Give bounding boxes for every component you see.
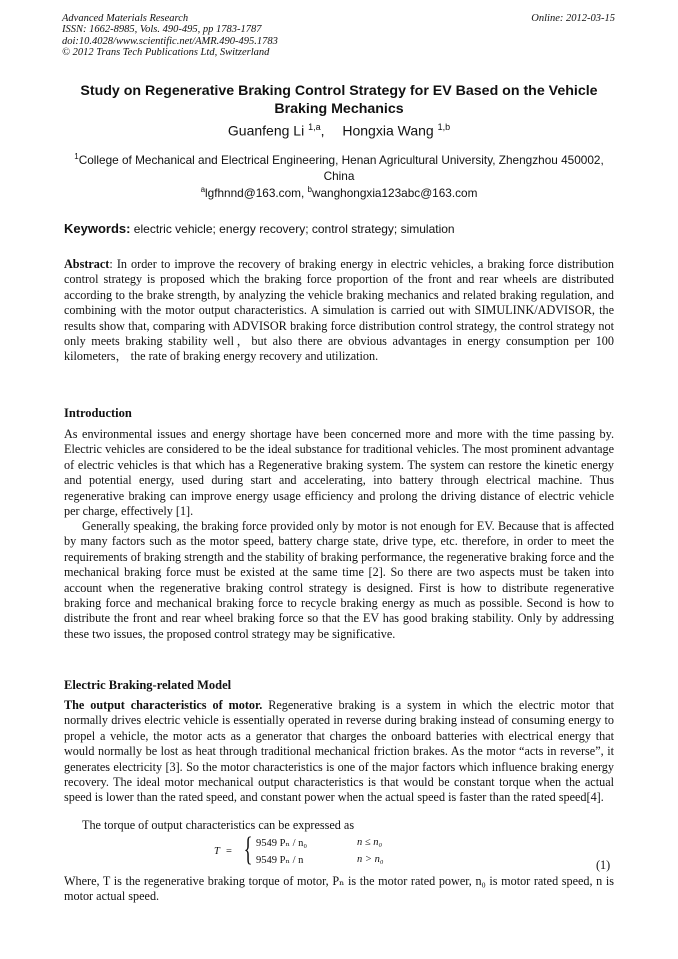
- equation-row-2-expr: 9549 Pₙ / n: [256, 855, 304, 866]
- author-line: [64, 122, 614, 139]
- author-separator: ,: [320, 122, 325, 139]
- torque-equation: [214, 831, 394, 869]
- keywords-text: electric vehicle; energy recovery; control strategy; simulation: [130, 222, 455, 236]
- author-2-name: Hongxia Wang: [342, 122, 434, 139]
- affiliation: [64, 149, 614, 184]
- abstract: [64, 257, 614, 365]
- equation-row-1-expr: 9549 Pₙ / n₀: [256, 838, 308, 849]
- affiliation-text: College of Mechanical and Electrical Engineering, Henan Agricultural University, Zhengzhou 450002, China: [78, 152, 604, 183]
- email-a: lgfhnnd@163.com,: [205, 185, 308, 200]
- model-paragraph-3: Where, T is the regenerative braking torque of motor, Pₙ is the motor rated power, n₀ is motor rated speed, n is motor actual speed.: [64, 874, 614, 904]
- author-1-sup: 1,a: [308, 122, 321, 132]
- equation-brace: {: [243, 831, 253, 868]
- journal-name: Advanced Materials Research: [62, 13, 189, 24]
- model-paragraph-text: Regenerative braking is a system in which the electric motor that normally drives electric vehicle is essentially operated in reverse during braking instead of consuming energy to propel a vehicle, the motor acts as a generator that charges the onboard batteries with electrical energy that would normally be lost as heat through traditional mechanical friction brakes. As the motor “acts in reverse”, it generates electricity [3]. So the motor characteristics is one of the major factors which influence braking energy recovery. The ideal motor mechanical output characteristics is that would be constant torque when the actual speed is lower than the rated speed, and constant power when the actual speed is faster than the rated speed[4].: [64, 698, 615, 805]
- model-heading: Electric Braking-related Model: [64, 678, 232, 692]
- issn-line: ISSN: 1662-8985, Vols. 490-495, pp 1783-1787: [62, 24, 262, 36]
- introduction-heading: Introduction: [64, 406, 132, 420]
- abstract-label: Abstract: [64, 257, 110, 271]
- online-date: Online: 2012-03-15: [531, 13, 615, 24]
- email-a-sup: a: [200, 185, 206, 194]
- intro-paragraph-2: Generally speaking, the braking force provided only by motor is not enough for EV. Because that is affected by many factors such as the motor speed, battery charge state, drive type, etc. therefore, in order to meet the requirements of braking strength and the stability of braking performance, the regenerative braking force and the mechanical braking force must be existed at the same time [2]. So there are two aspects must be taken into account when the regenerative braking control strategy is designed. First is how to distribute regenerative braking force and mechanical braking force to recycle braking energy as much as possible. Second is how to distribute the front and rear wheel braking force so that the EV has good braking stability. Only by addressing these two issues, the proposed control strategy may be significative.: [64, 519, 614, 641]
- intro-paragraph-1: As environmental issues and energy shortage have been concerned more and more with the time passing by. Electric vehicles are considered to be the ideal substance for traditional vehicles. The most prominent advantage of electric vehicles is that which has a Regenerative braking system. The system can restore the kinetic energy and potential energy, used during start and accelerating, into battery through electrical machine. Thus regenerative braking can improve energy usage efficiency and prolong the driving distance of electric vehicle per charge, effectively [1].: [64, 427, 614, 519]
- equation-number: (1): [596, 858, 611, 872]
- doi-line: doi:10.4028/www.scientific.net/AMR.490-495.1783: [62, 35, 278, 47]
- keywords-label: Keywords:: [64, 221, 131, 236]
- email-line: [64, 185, 614, 200]
- paper-title: Study on Regenerative Braking Control Strategy for EV Based on the Vehicle Braking Mechanics: [80, 83, 598, 117]
- model-paragraph-1: [64, 698, 614, 806]
- author-2-sup: 1,b: [437, 122, 451, 132]
- affiliation-sup: 1: [74, 152, 79, 161]
- journal-header: [62, 13, 278, 59]
- equation-row-2-cond: n > n₀: [357, 854, 384, 865]
- author-1-name: Guanfeng Li: [227, 122, 305, 139]
- email-b-sup: b: [307, 185, 312, 194]
- email-b: wanghongxia123abc@163.com: [311, 185, 478, 200]
- abstract-text: : In order to improve the recovery of braking energy in electric vehicles, a braking force distribution control strategy is proposed which the braking force proportion of the front and rear wheels are distributed according to the brake strength, by analyzing the vehicle braking mechanics and related braking regulation, and combining with the motor output characteristics. A simulation is carried out with SIMULINK/ADVISOR, the results show that, comparing with ADVISOR braking force distribution control strategy, the control strategy not only meets braking stability well，but also there are obvious advantages in energy consumption per 100 kilometers， the rate of braking energy recovery and utilization.: [64, 257, 614, 364]
- keywords: [64, 221, 614, 236]
- model-paragraph-lead: The output characteristics of motor.: [64, 698, 263, 712]
- equation-lhs: T: [214, 846, 220, 857]
- copyright-line: © 2012 Trans Tech Publications Ltd, Switzerland: [62, 47, 270, 59]
- equation-equals: =: [226, 846, 232, 857]
- model-paragraph-2: The torque of output characteristics can be expressed as: [82, 818, 355, 832]
- equation-row-1-cond: n ≤ n₀: [357, 837, 383, 848]
